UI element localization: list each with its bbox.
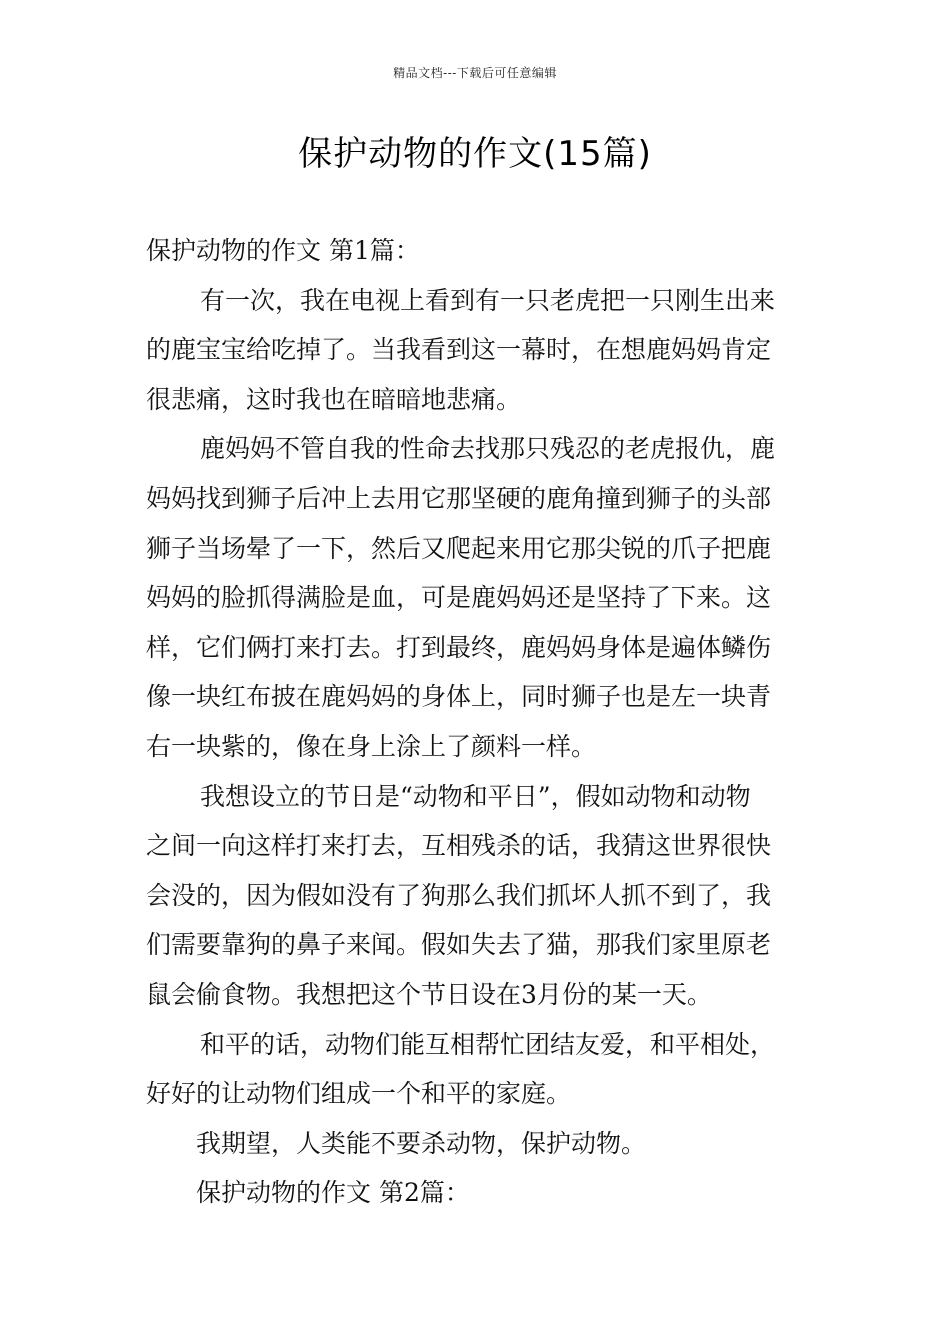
text-line: 好好的让动物们组成一个和平的家庭。 — [146, 1079, 572, 1109]
text-line: 之间一向这样打来打去，互相残杀的话，我猜这世界很快 — [146, 831, 772, 861]
text-line: 会没的，因为假如没有了狗那么我们抓坏人抓不到了，我 — [146, 880, 772, 910]
text-line: 狮子当场晕了一下，然后又爬起来用它那尖锐的爪子把鹿 — [146, 533, 772, 563]
text-line: 妈妈找到狮子后冲上去用它那坚硬的鹿角撞到狮子的头部 — [146, 483, 772, 513]
text-line: 样，它们俩打来打去。打到最终，鹿妈妈身体是遍体鳞伤 — [146, 632, 772, 662]
text-line: 们需要靠狗的鼻子来闻。假如失去了猫，那我们家里原老 — [146, 930, 772, 960]
text-line: 像一块红布披在鹿妈妈的身体上，同时狮子也是左一块青 — [146, 682, 772, 712]
text-line: 和平的话，动物们能互相帮忙团结友爱，和平相处， — [200, 1029, 776, 1059]
document-title: 保护动物的作文(15篇) — [298, 134, 652, 174]
text-line: 右一块紫的，像在身上涂上了颜料一样。 — [146, 731, 597, 761]
text-line: 的鹿宝宝给吃掉了。当我看到这一幕时，在想鹿妈妈肯定 — [146, 335, 772, 365]
text-line: 鼠会偷食物。我想把这个节日设在3月份的某一天。 — [146, 979, 712, 1009]
text-line: 保护动物的作文 第1篇： — [146, 236, 420, 265]
text-line: 妈妈的脸抓得满脸是血，可是鹿妈妈还是坚持了下来。这 — [146, 583, 772, 613]
header-note: 精品文档---下载后可任意编辑 — [393, 66, 557, 80]
text-line: 我想设立的节日是“动物和平日”，假如动物和动物 — [200, 781, 751, 811]
text-line: 很悲痛，这时我也在暗暗地悲痛。 — [146, 384, 522, 414]
text-line: 我期望，人类能不要杀动物，保护动物。 — [196, 1128, 647, 1158]
text-line: 鹿妈妈不管自我的性命去找那只残忍的老虎报仇，鹿 — [200, 434, 776, 464]
text-line: 有一次，我在电视上看到有一只老虎把一只刚生出来 — [200, 285, 776, 315]
section-heading: 保护动物的作文 第2篇： — [196, 1178, 470, 1208]
document-body — [146, 226, 808, 1218]
